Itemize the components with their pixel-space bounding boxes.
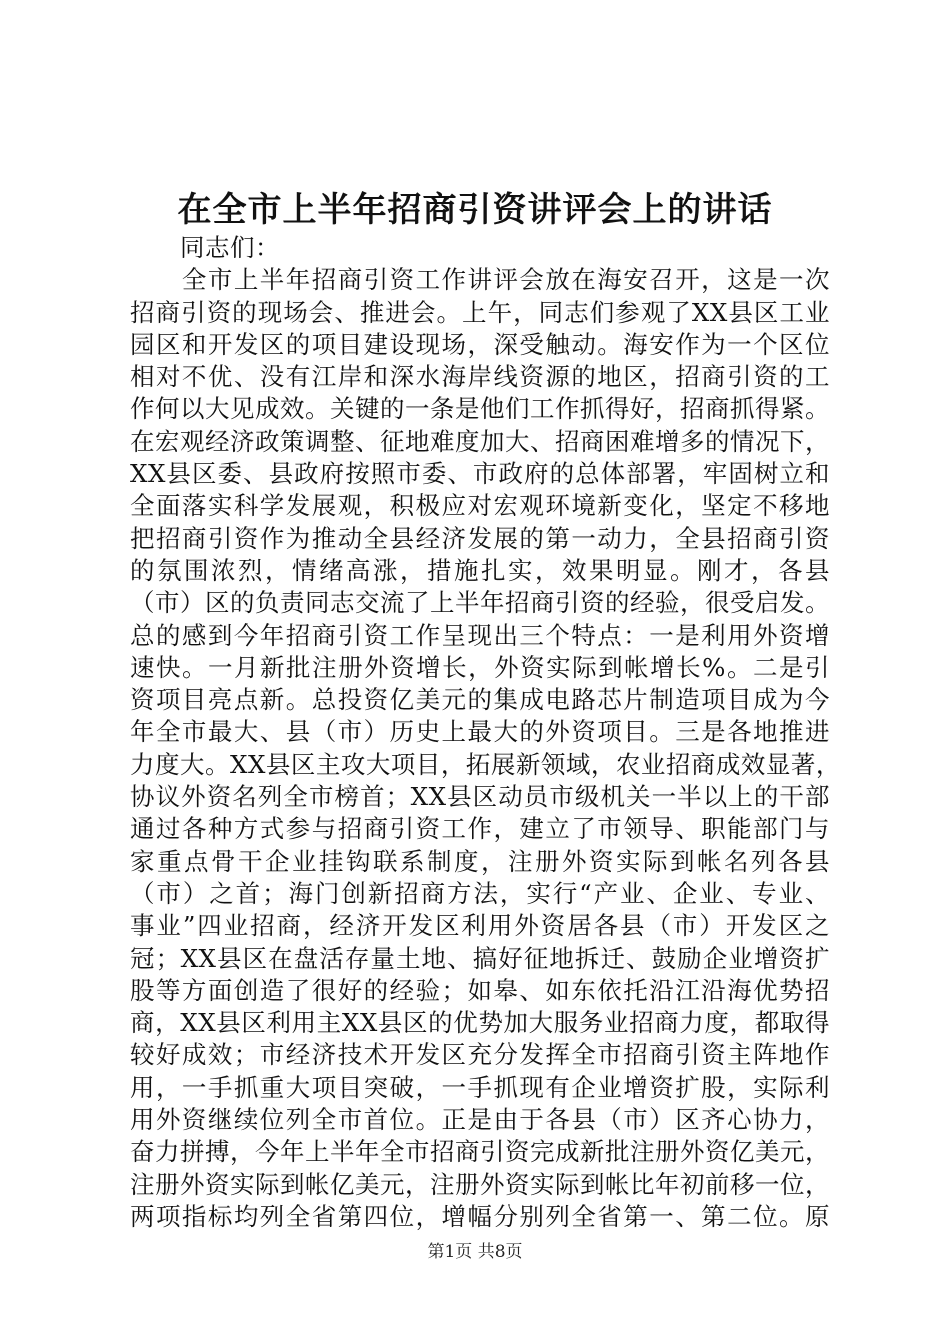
document-title: 在全市上半年招商引资讲评会上的讲话 <box>177 190 773 230</box>
paragraph-line: 的氛围浓烈，情绪高涨，措施扎实，效果明显。刚才，各县 <box>130 555 830 585</box>
paragraph-line: 两项指标均列全省第四位，增幅分别列全省第一、第二位。原 <box>130 1201 830 1231</box>
paragraph-line: 用外资继续位列全市首位。正是由于各县（市）区齐心协力， <box>130 1105 830 1135</box>
paragraph-line: 资项目亮点新。总投资亿美元的集成电路芯片制造项目成为今 <box>130 685 830 715</box>
paragraph-line: 把招商引资作为推动全县经济发展的第一动力，全县招商引资 <box>130 523 830 553</box>
paragraph-line: （市）区的负责同志交流了上半年招商引资的经验，很受启发。 <box>130 588 830 618</box>
paragraph-line: 通过各种方式参与招商引资工作，建立了市领导、职能部门与 <box>130 814 830 844</box>
paragraph-line: 协议外资名列全市榜首；XX县区动员市级机关一半以上的干部 <box>130 782 830 812</box>
paragraph-line: （市）之首；海门创新招商方法，实行“产业、企业、专业、 <box>130 878 830 908</box>
paragraph-line: 家重点骨干企业挂钩联系制度，注册外资实际到帐名列各县 <box>130 846 830 876</box>
paragraph-line: 园区和开发区的项目建设现场，深受触动。海安作为一个区位 <box>130 329 830 359</box>
paragraph-line: 注册外资实际到帐亿美元，注册外资实际到帐比年初前移一位， <box>130 1169 830 1199</box>
page-number: 第1页 共8页 <box>427 1242 523 1262</box>
paragraph-line: 较好成效；市经济技术开发区充分发挥全市招商引资主阵地作 <box>130 1040 830 1070</box>
paragraph-line: 力度大。XX县区主攻大项目，拓展新领域，农业招商成效显著， <box>130 749 841 779</box>
paragraph-line: 总的感到今年招商引资工作呈现出三个特点：一是利用外资增 <box>130 620 830 650</box>
paragraph-line: 在宏观经济政策调整、征地难度加大、招商困难增多的情况下， <box>130 426 830 456</box>
paragraph-line: 同志们： <box>130 233 280 262</box>
paragraph-line: 用，一手抓重大项目突破，一手抓现有企业增资扩股，实际利 <box>130 1072 830 1102</box>
paragraph-line: 招商引资的现场会、推进会。上午，同志们参观了XX县区工业 <box>130 297 830 327</box>
document-body <box>130 232 841 1233</box>
paragraph-line: XX县区委、县政府按照市委、市政府的总体部署，牢固树立和 <box>130 459 830 489</box>
paragraph-line: 商，XX县区利用主XX县区的优势加大服务业招商力度，都取得 <box>130 1008 830 1038</box>
paragraph-line: 作何以大见成效。关键的一条是他们工作抓得好，招商抓得紧。 <box>130 394 830 424</box>
paragraph-line: 全面落实科学发展观，积极应对宏观环境新变化，坚定不移地 <box>130 491 830 521</box>
paragraph-line: 冠；XX县区在盘活存量土地、搞好征地拆迁、鼓励企业增资扩 <box>130 943 830 973</box>
paragraph-line: 年全市最大、县（市）历史上最大的外资项目。三是各地推进 <box>130 717 830 747</box>
paragraph-line: 事业”四业招商，经济开发区利用外资居各县（市）开发区之 <box>130 911 830 941</box>
paragraph-line: 速快。一月新批注册外资增长，外资实际到帐增长%。二是引 <box>130 652 830 682</box>
paragraph-line: 股等方面创造了很好的经验；如皋、如东依托沿江沿海优势招 <box>130 975 830 1005</box>
paragraph-line: 奋力拼搏，今年上半年全市招商引资完成新批注册外资亿美元， <box>130 1137 830 1167</box>
paragraph-line: 相对不优、没有江岸和深水海岸线资源的地区，招商引资的工 <box>130 362 830 392</box>
paragraph-line: 全市上半年招商引资工作讲评会放在海安召开，这是一次 <box>130 265 830 295</box>
